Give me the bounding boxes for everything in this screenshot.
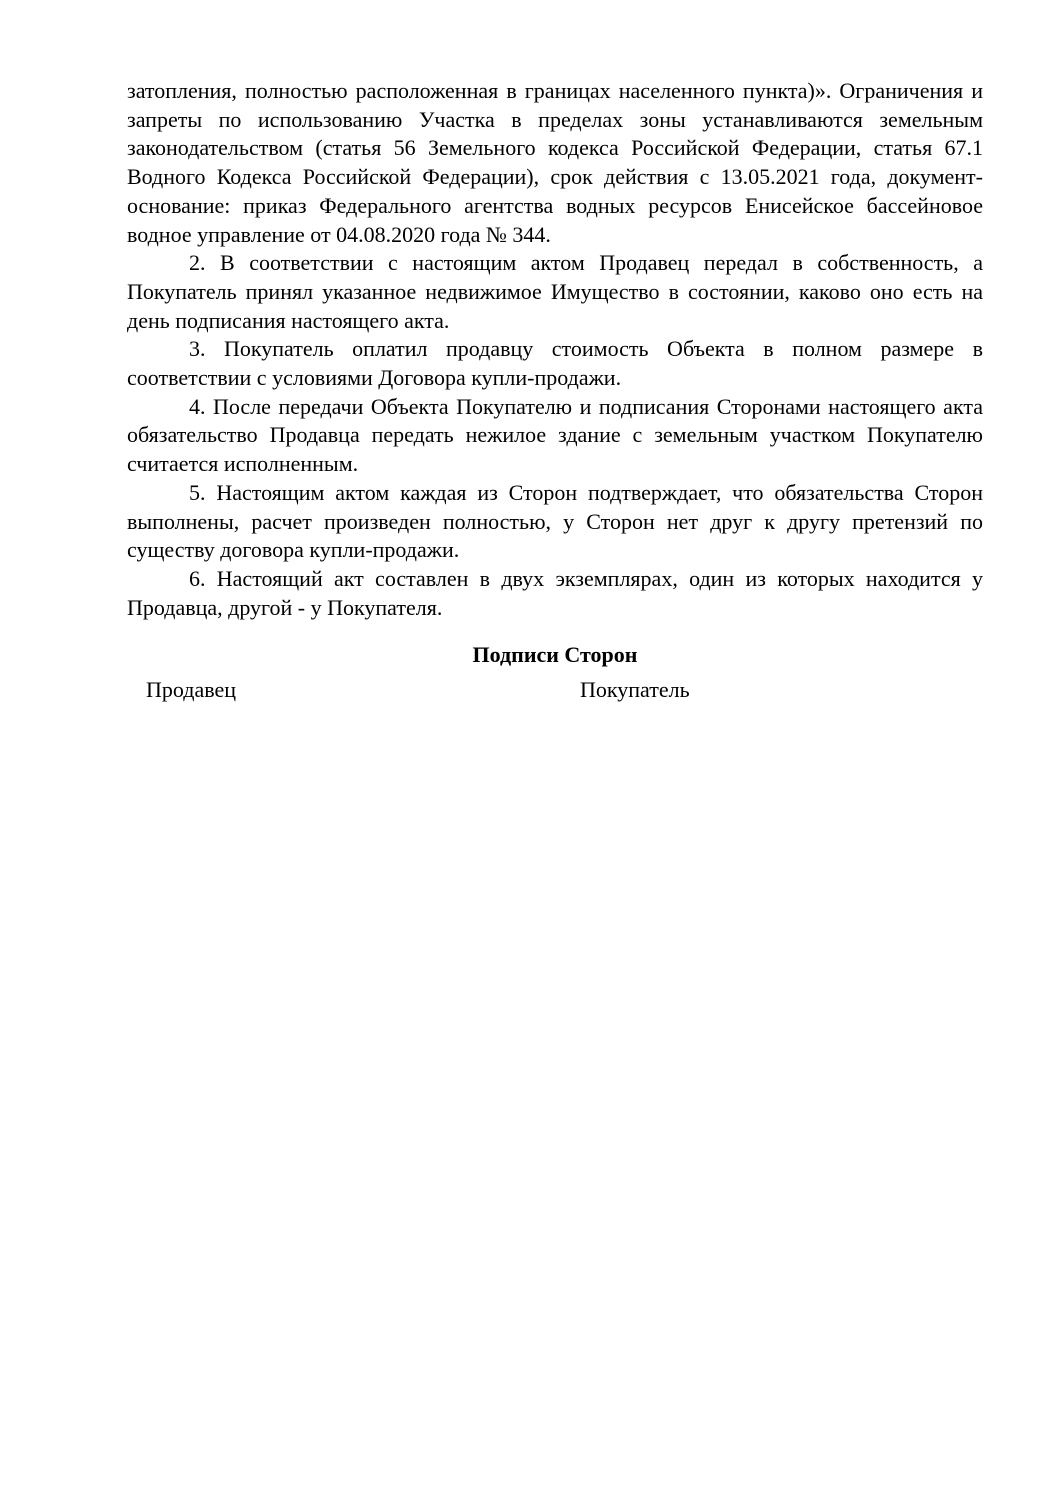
- paragraph-continuation: затопления, полностью расположенная в границах населенного пункта)». Ограничения и запреты по использованию Участка в пределах зоны устанавливаются земельным законодательством (статья 56 Земельного кодекса Российской Федерации, статья 67.1 Водного Кодекса Российской Федерации), срок действия с 13.05.2021 года, документ-основание: приказ Федерального агентства водных ресурсов Енисейское бассейновое водное управление от 04.08.2020 года № 344.: [127, 78, 983, 247]
- seller-label: Продавец: [146, 677, 237, 703]
- paragraph-6: 6. Настоящий акт составлен в двух экземплярах, один из которых находится у Продавца, другой - у Покупателя.: [127, 565, 983, 620]
- paragraph-5: 5. Настоящим актом каждая из Сторон подтверждает, что обязательства Сторон выполнены, расчет произведен полностью, у Сторон нет друг к другу претензий по существу договора купли-продажи.: [127, 479, 983, 563]
- signatures-title: Подписи Сторон: [472, 642, 638, 668]
- document-page: [127, 77, 983, 716]
- paragraph-2: 2. В соответствии с настоящим актом Продавец передал в собственность, а Покупатель принял указанное недвижимое Имущество в состоянии, каково оно есть на день подписания настоящего акта.: [127, 250, 983, 333]
- paragraph-4: 4. После передачи Объекта Покупателю и подписания Сторонами настоящего акта обязательство Продавца передать нежилое здание с земельным участком Покупателю считается исполненным.: [127, 393, 983, 477]
- buyer-label: Покупатель: [580, 677, 690, 703]
- paragraph-3: 3. Покупатель оплатил продавцу стоимость Объекта в полном размере в соответствии с условиями Договора купли-продажи.: [127, 336, 983, 391]
- signatures-block: [127, 676, 983, 716]
